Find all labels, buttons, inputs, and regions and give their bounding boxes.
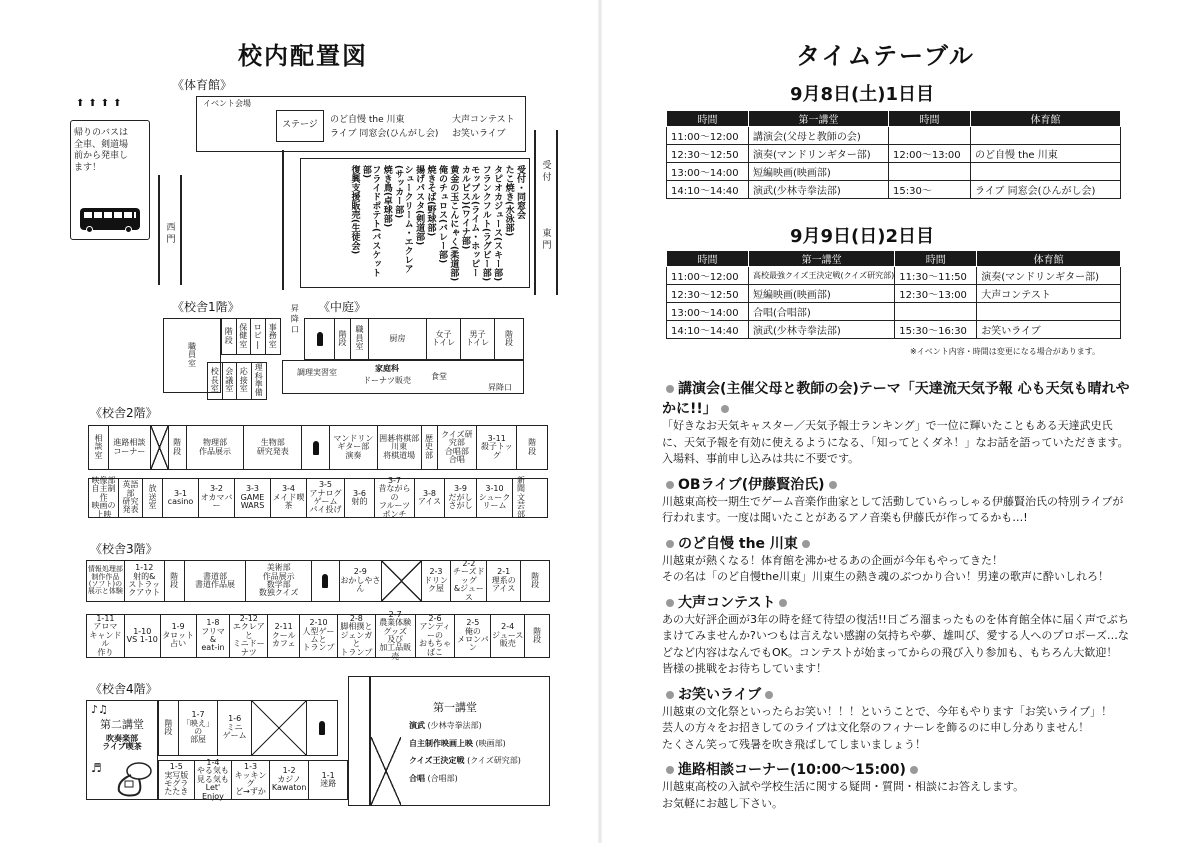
room: 3-2 オカマバー — [199, 479, 235, 517]
header-gym: 体育館 — [971, 111, 1121, 127]
floor2-label: 《校舎2階》 — [90, 406, 158, 420]
room: 1-10 VS 1-10 — [125, 615, 161, 657]
hall-event-org: (少林寺拳法部) — [427, 721, 482, 730]
header-time: 時間 — [667, 251, 749, 267]
room: マンドリンギター部 演奏 — [330, 426, 378, 469]
gym-events-right: 大声コンテスト お笑いライブ — [452, 115, 515, 140]
bullet-icon — [666, 599, 674, 607]
west-road-right — [180, 175, 182, 285]
cell: 14:10〜14:40 — [667, 181, 749, 199]
closed-room — [371, 737, 401, 805]
cell: 12:30〜12:50 — [667, 145, 749, 163]
bullet-icon — [779, 599, 787, 607]
room: 2-6 アンディーの おもちゃばこ — [416, 615, 456, 657]
bullet-icon — [910, 766, 918, 774]
stall-item: モップル(ライム・ホッピーカルピス)(ワイナ部) — [459, 165, 480, 278]
cell: 高校最強クイズ王決定戦(クイズ研究部) — [749, 267, 895, 285]
kitchen: 厨房 — [369, 319, 427, 359]
cell: 演武(少林寺拳法部) — [749, 181, 889, 199]
room: 1-12 射的& ストラックアウト — [125, 561, 165, 601]
floor3-label: 《校舎3階》 — [90, 542, 158, 556]
bus-note: 帰りのバスは 全車、剣道場 前から発車し ます！ — [74, 128, 129, 174]
room: 1-4 やる気も 見る気も Let' Enjoy — [195, 761, 233, 799]
bullet-icon — [721, 405, 729, 413]
day2-heading: 9月9日(日)2日目 — [790, 226, 935, 247]
cell: 14:10〜14:40 — [667, 321, 749, 339]
note-body: 川越東が熱くなる！体育館を沸かせるあの企画が今年もやってきた！ その名は「のど自慢the川東」川東生の熱き魂のぶつかり合い！男達の歌声に酔いしれろ！ — [662, 553, 1110, 583]
person-icon — [313, 441, 319, 455]
room: 2-2 チーズドッグ &ジュース — [451, 561, 487, 601]
room: 3-5 アナログゲーム パイ投げ — [307, 479, 345, 517]
room: 1-11 アロマ キャンドル 作り — [87, 615, 125, 657]
cell — [889, 127, 971, 145]
stairs: 階 段 — [159, 701, 179, 755]
cell: のど自慢 the 川東 — [971, 145, 1121, 163]
schedule-title: タイムテーブル — [796, 42, 975, 70]
bullet-icon — [666, 691, 674, 699]
cell — [977, 303, 1121, 321]
room: 3-8 アイス — [415, 479, 445, 517]
day1-heading: 9月8日(土)1日目 — [790, 84, 935, 105]
stall-item: 受付・同窓会 — [515, 165, 525, 219]
room: 1-5 実写版 モグラ たたき — [159, 761, 195, 799]
stall-item: シュークリーム・エクレア(サッカー部) — [393, 165, 413, 273]
header-time: 時間 — [667, 111, 749, 127]
stall-item: 俺のチュロス(バレー部) — [436, 165, 447, 264]
stall-item: 復興支援販売(生徒会) — [349, 165, 360, 255]
stairwell — [348, 676, 370, 806]
lift-label: 昇 降 口 — [290, 304, 300, 334]
room: 2-1 理系の アイス — [487, 561, 521, 601]
stall-item: 揚げパスタ(剣道部) — [414, 165, 425, 246]
bullet-icon — [666, 540, 674, 548]
home-ec: 家庭科 — [375, 364, 399, 373]
lobby: ロ ビ | — [251, 319, 266, 354]
staff-room-2: 職 員 室 — [351, 319, 369, 359]
person-icon — [322, 574, 328, 588]
room: 3-6 射的 — [345, 479, 375, 517]
bullet-icon — [802, 540, 810, 548]
stairs: 階 段 — [169, 426, 187, 469]
hall-event: 演武 — [409, 721, 425, 730]
cell: 演武(少林寺拳法部) — [749, 321, 895, 339]
room: 2-9 おかしやさん — [340, 561, 382, 601]
cell: 15:30〜16:30 — [895, 321, 977, 339]
second-hall — [86, 700, 158, 800]
hall-event: クイズ王決定戦 — [409, 756, 465, 766]
schedule-page — [600, 0, 1200, 843]
principal-room: 校 長 室 — [208, 363, 223, 399]
schedule-footnote: ※イベント内容・時間は変更になる場合があります。 — [910, 347, 1101, 356]
stall-item: 焼き鳥(卓球部) — [381, 165, 392, 228]
room: 2-12 エクレアと ミニドーナツ — [230, 615, 268, 657]
floor3-top-row — [86, 560, 550, 602]
event-hall-label: イベント会場 — [203, 99, 251, 108]
table-row — [667, 145, 1121, 163]
first-hall-label: 第一講堂 — [433, 701, 477, 714]
table-row — [667, 303, 1121, 321]
stall-item: フライドポテト(バスケット部) — [360, 165, 381, 278]
note-body: 「好きなお天気キャスター／天気予報士ランキング」で一位に輝いたこともある天達武史氏に、天気予報を有効に使えるようになる、「知ってとくダネ！」なお話を語っていただきます。入場料、事前申し込みは共に不要です。 — [662, 419, 1129, 465]
hall-event-org: (合唱部) — [427, 773, 458, 783]
room: 3-4 メイド喫茶 — [271, 479, 307, 517]
stairs: 階 段 — [528, 438, 537, 456]
stage: ステージ — [276, 110, 324, 142]
east-gate: 東 門 — [540, 228, 551, 249]
room: 情報処理部 制作作品 (ソフト)の 展示と体験 — [87, 561, 125, 601]
bullet-icon — [829, 481, 837, 489]
room: 3-11 殺子トッグ — [477, 426, 517, 469]
health-room: 保 健 室 — [237, 319, 252, 354]
table-row — [667, 163, 1121, 181]
map-title: 校内配置図 — [238, 42, 368, 70]
hall-event-org: (映画部) — [475, 738, 506, 748]
cell: 大声コンテスト — [977, 285, 1121, 303]
stairs: 階 段 — [505, 329, 513, 347]
room: 生物部 研究発表 — [244, 426, 302, 469]
cooking-room: 調理実習室 — [297, 368, 337, 377]
header-hall1: 第一講堂 — [749, 111, 889, 127]
note-body: 川越東高校一期生でゲーム音楽作曲家として活動していらっしゃる伊藤賢治氏の特別ライブが行われます。一度は聞いたことがあるアノ音楽も伊藤氏が作ってるかも…! — [662, 494, 1124, 524]
floor1-upper-rooms — [221, 318, 281, 355]
header-gym: 体育館 — [977, 251, 1121, 267]
room: 3-9 だがし さがし — [445, 479, 477, 517]
note-title: 進路相談コーナー(10:00〜15:00) — [662, 759, 1132, 779]
staff-room-label: 職 員 室 — [188, 341, 196, 368]
bullet-icon — [765, 691, 773, 699]
note-title: 講演会(主催父母と教師の会)テーマ「天達流天気予報 心も天気も晴れやかに!!」 — [662, 381, 1130, 417]
room: 3-1 casino — [163, 479, 199, 517]
cell: 11:00〜12:00 — [667, 127, 749, 145]
science-prep: 理 科 準 備 — [254, 363, 263, 398]
person-icon — [317, 332, 323, 346]
east-road-right — [556, 130, 558, 295]
reception-label: 受 付 — [540, 160, 551, 181]
cell: 11:30〜11:50 — [895, 267, 977, 285]
note-title: 大声コンテスト — [662, 592, 1132, 612]
office: 事 務 室 — [268, 322, 277, 349]
west-road-left — [158, 175, 160, 285]
music-note-icon: ♪♫ — [91, 703, 108, 716]
cell: 演奏(マンドリンギター部) — [977, 267, 1121, 285]
gym-events-left: のど自慢 the 川東 ライブ 同窓会(ひんがし会) — [330, 115, 439, 140]
day2-table — [666, 250, 1121, 339]
header-hall1: 第一講堂 — [749, 251, 895, 267]
cell: 12:30〜12:50 — [667, 285, 749, 303]
cell: 15:30〜 — [889, 181, 971, 199]
first-hall-events — [409, 717, 547, 787]
toilet — [302, 426, 330, 469]
cell: 12:00〜13:00 — [889, 145, 971, 163]
room: 2-3 ドリンク屋 — [422, 561, 452, 601]
path-left — [282, 150, 284, 290]
toilet — [307, 701, 337, 755]
room: 3-10 シュークリーム — [477, 479, 513, 517]
toilet — [312, 561, 340, 601]
room: 物理部 作品展示 — [187, 426, 245, 469]
west-gate: 西 門 — [164, 222, 175, 243]
stairs: 階 段 — [222, 319, 237, 354]
first-hall — [370, 676, 550, 806]
donut-sale: ドーナツ販売 — [363, 376, 411, 385]
table-row — [667, 267, 1121, 285]
room: 3-3 GAME WARS — [235, 479, 271, 517]
room: 1-3 キッキング ど→ずか — [232, 761, 270, 799]
cell: 講演会(父母と教師の会) — [749, 127, 889, 145]
stairs — [305, 319, 335, 359]
lift-2: 昇降口 — [488, 383, 512, 392]
floor4-label: 《校舎4階》 — [90, 682, 158, 696]
room: 2-4 ジュース 販売 — [491, 615, 525, 657]
room: 1-1 迷路 — [320, 770, 337, 788]
cell — [971, 127, 1121, 145]
note-title: OBライブ(伊藤賢治氏) — [662, 474, 1132, 494]
stall-item: たこ焼き(水泳部) — [503, 165, 514, 237]
cell: ライブ 同窓会(ひんがし会) — [971, 181, 1121, 199]
east-road-left — [534, 130, 536, 295]
cell: 演奏(マンドリンギター部) — [749, 145, 889, 163]
table-row — [667, 285, 1121, 303]
room: 書道部 書道作品展 — [185, 561, 247, 601]
toilet-female: 女子 トイレ — [427, 319, 461, 359]
room: 囲碁将棋部 川東 将棋道場 — [378, 426, 422, 469]
floor2-top-row — [88, 425, 548, 470]
room: 1-7 「映え」の 部屋 — [179, 701, 219, 755]
room: 美術部 作品展示 数学部 数独クイズ — [246, 561, 312, 601]
courtyard-building — [304, 318, 524, 360]
cell: 13:00〜14:00 — [667, 163, 749, 181]
cell: 11:00〜12:00 — [667, 267, 749, 285]
room: 歴 史 部 — [422, 426, 438, 469]
note-body: 川越東高校の入試や学校生活に関する疑問・質問・相談にお答えします。 お気軽にお越し下さい。 — [662, 780, 1025, 810]
cell: お笑いライブ — [977, 321, 1121, 339]
room: 2-5 俺の メロンパン — [455, 615, 491, 657]
notes-section — [662, 372, 1132, 812]
table-row — [667, 127, 1121, 145]
cell — [971, 163, 1121, 181]
cell: 13:00〜14:00 — [667, 303, 749, 321]
stairs: 階 段 — [165, 561, 185, 601]
room: 1-6 ミニ ゲーム — [218, 701, 252, 755]
stall-item: 黄金の玉こんにゃく(柔道部) — [448, 165, 459, 282]
cell: 短編映画(映画部) — [749, 285, 895, 303]
music-note-icon: ♬ — [91, 761, 102, 775]
bus-arrow-icons: ⬆⬆⬆⬆ — [76, 98, 126, 109]
closed-room — [252, 701, 307, 755]
bullet-icon — [666, 766, 674, 774]
stall-list — [306, 165, 524, 283]
cafeteria: 食堂 — [431, 372, 447, 381]
room: 放 送 室 — [143, 479, 163, 517]
floor1-lower-rooms — [207, 362, 267, 400]
hall-event: 合唱 — [409, 773, 425, 783]
bullet-icon — [666, 481, 674, 489]
floor4-bottom-row — [158, 760, 348, 800]
second-hall-label: 第二講堂 — [100, 718, 144, 731]
hall-event-org: (クイズ研究部) — [467, 756, 521, 766]
header-time: 時間 — [895, 251, 977, 267]
bus-icon — [80, 208, 140, 230]
stairs: 階 段 — [531, 571, 540, 589]
reception-room: 応 接 室 — [237, 363, 252, 399]
room: 映像部 自主制作 映画の 上映 — [89, 479, 119, 517]
room: 新 聞 文 芸 部 — [517, 476, 525, 519]
stall-item: 焼きそば(野球部) — [425, 165, 436, 237]
brass-band: 吹奏楽部 ライブ喫茶 — [102, 734, 142, 752]
stall-item: タピオカジュース(スキー部) — [492, 165, 503, 282]
note-title: お笑いライブ — [662, 684, 1132, 704]
stairs: 階 段 — [335, 319, 351, 359]
cell: 12:30〜13:00 — [895, 285, 977, 303]
floor4-top-row — [158, 700, 338, 756]
floor3-bottom-row — [86, 609, 550, 661]
room: 相 談 室 — [89, 426, 109, 469]
floor1-label: 《校舎1階》 — [172, 300, 240, 314]
room: 進路相談 コーナー — [109, 426, 151, 469]
courtyard-label: 《中庭》 — [318, 300, 367, 314]
note-title: のど自慢 the 川東 — [662, 533, 1132, 553]
room: 3-7 昔ながらの フルーツポンチ — [375, 479, 415, 517]
cell: 短編映画(映画部) — [749, 163, 889, 181]
note-body: 川越東の文化祭といったらお笑い！！！ということで、今年もやります「お笑いライブ」！ 芸人の方々をお招きしてのライブは文化祭のフィナーレを飾るのに申し分ありません！ たくさん笑って残暑を吹き飛ばしてしまいましょう！ — [662, 704, 1113, 751]
room: 1-2 カジノ Kawaton — [270, 761, 310, 799]
cell: 合唱(合唱部) — [749, 303, 895, 321]
room: クイズ研究部 合唱部 合唱 — [438, 426, 478, 469]
floor2-bottom-row — [88, 478, 548, 518]
room: 2-10 人型ゲームと トランプ — [300, 615, 338, 657]
person-icon — [319, 721, 325, 735]
cell — [895, 303, 977, 321]
room: 英語部 研究 発表 — [119, 479, 143, 517]
table-row — [667, 181, 1121, 199]
note-body: あの大好評企画が3年の時を経て待望の復活!!日ごろ溜まったものを体育館全体に届く声でぶちまけてみませんか?いつもは言えない感謝の気持ちや夢、雄叫び、愛する人へのプロポーズ…などなど内容はなんでもOK。コンテストが始まってからの飛び入り参加も、もちろん大歓迎！ 皆様の挑戦をお待ちしています！ — [662, 612, 1129, 675]
day1-table — [666, 110, 1121, 199]
closed-room — [151, 426, 169, 469]
room: 2-11 クール カフェ — [268, 615, 300, 657]
header-time: 時間 — [889, 111, 971, 127]
cell — [889, 163, 971, 181]
tuba-icon — [109, 759, 153, 799]
stairs: 階 段 — [533, 626, 542, 644]
room: 1-8 フリマ & eat-in — [197, 615, 231, 657]
room: 2-7 農業体験グッズ 及び 加工品販売 — [376, 615, 416, 657]
table-row — [667, 321, 1121, 339]
toilet-male: 男子 トイレ — [461, 319, 495, 359]
closed-room — [382, 561, 422, 601]
stall-item: フランクフルト(ラグビー部) — [480, 165, 491, 282]
hall-event: 自主制作映画上映 — [409, 738, 473, 748]
room: 2-8 脚相撲と ジェンガと トランプ — [338, 615, 376, 657]
gym-label: 《体育館》 — [172, 78, 233, 92]
meeting-room: 会 議 室 — [223, 363, 238, 399]
room: 1-9 タロット 占い — [161, 615, 197, 657]
bullet-icon — [666, 385, 674, 393]
